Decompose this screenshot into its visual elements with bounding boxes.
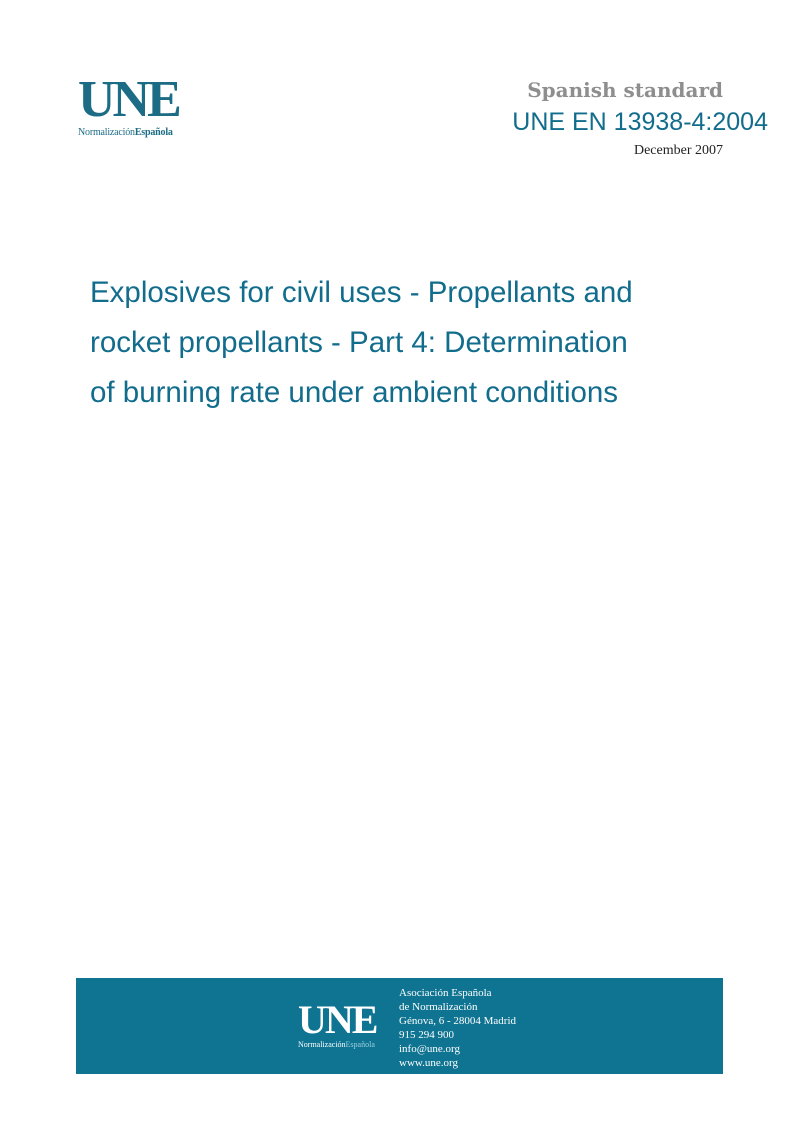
publication-date: December 2007: [633, 143, 723, 158]
footer-contact-info: [399, 986, 516, 1070]
title-line-1: Explosives for civil uses - Propellants and: [90, 276, 633, 309]
footer-band: [76, 978, 723, 1074]
org-phone: 915 294 900: [399, 1029, 454, 1041]
une-logo-mark: UNE: [78, 71, 179, 128]
org-name-line-1: Asociación Española: [399, 987, 492, 999]
footer-une-logo: [298, 997, 388, 1049]
standard-number: UNE EN 13938-4:2004: [512, 108, 768, 136]
title-line-3: of burning rate under ambient conditions: [90, 376, 619, 409]
footer-tagline-regular: Normalización: [298, 1040, 346, 1049]
document-title: [90, 268, 720, 418]
footer-tagline-soft: Española: [345, 1040, 375, 1049]
title-line-2: rocket propellants - Part 4: Determination: [90, 326, 628, 359]
une-logo: [78, 71, 196, 138]
standard-kind: Spanish standard: [527, 78, 723, 102]
footer-logo-mark: UNE: [298, 997, 377, 1042]
org-email: info@une.org: [399, 1043, 460, 1055]
org-address: Génova, 6 - 28004 Madrid: [399, 1015, 517, 1027]
logo-tagline-bold: Española: [134, 127, 173, 138]
org-name-line-2: de Normalización: [399, 1001, 478, 1013]
footer-logo-tagline: [298, 1040, 388, 1049]
org-website: www.une.org: [399, 1057, 458, 1069]
une-logo-tagline: [78, 127, 196, 138]
logo-tagline-regular: Normalización: [78, 127, 135, 138]
